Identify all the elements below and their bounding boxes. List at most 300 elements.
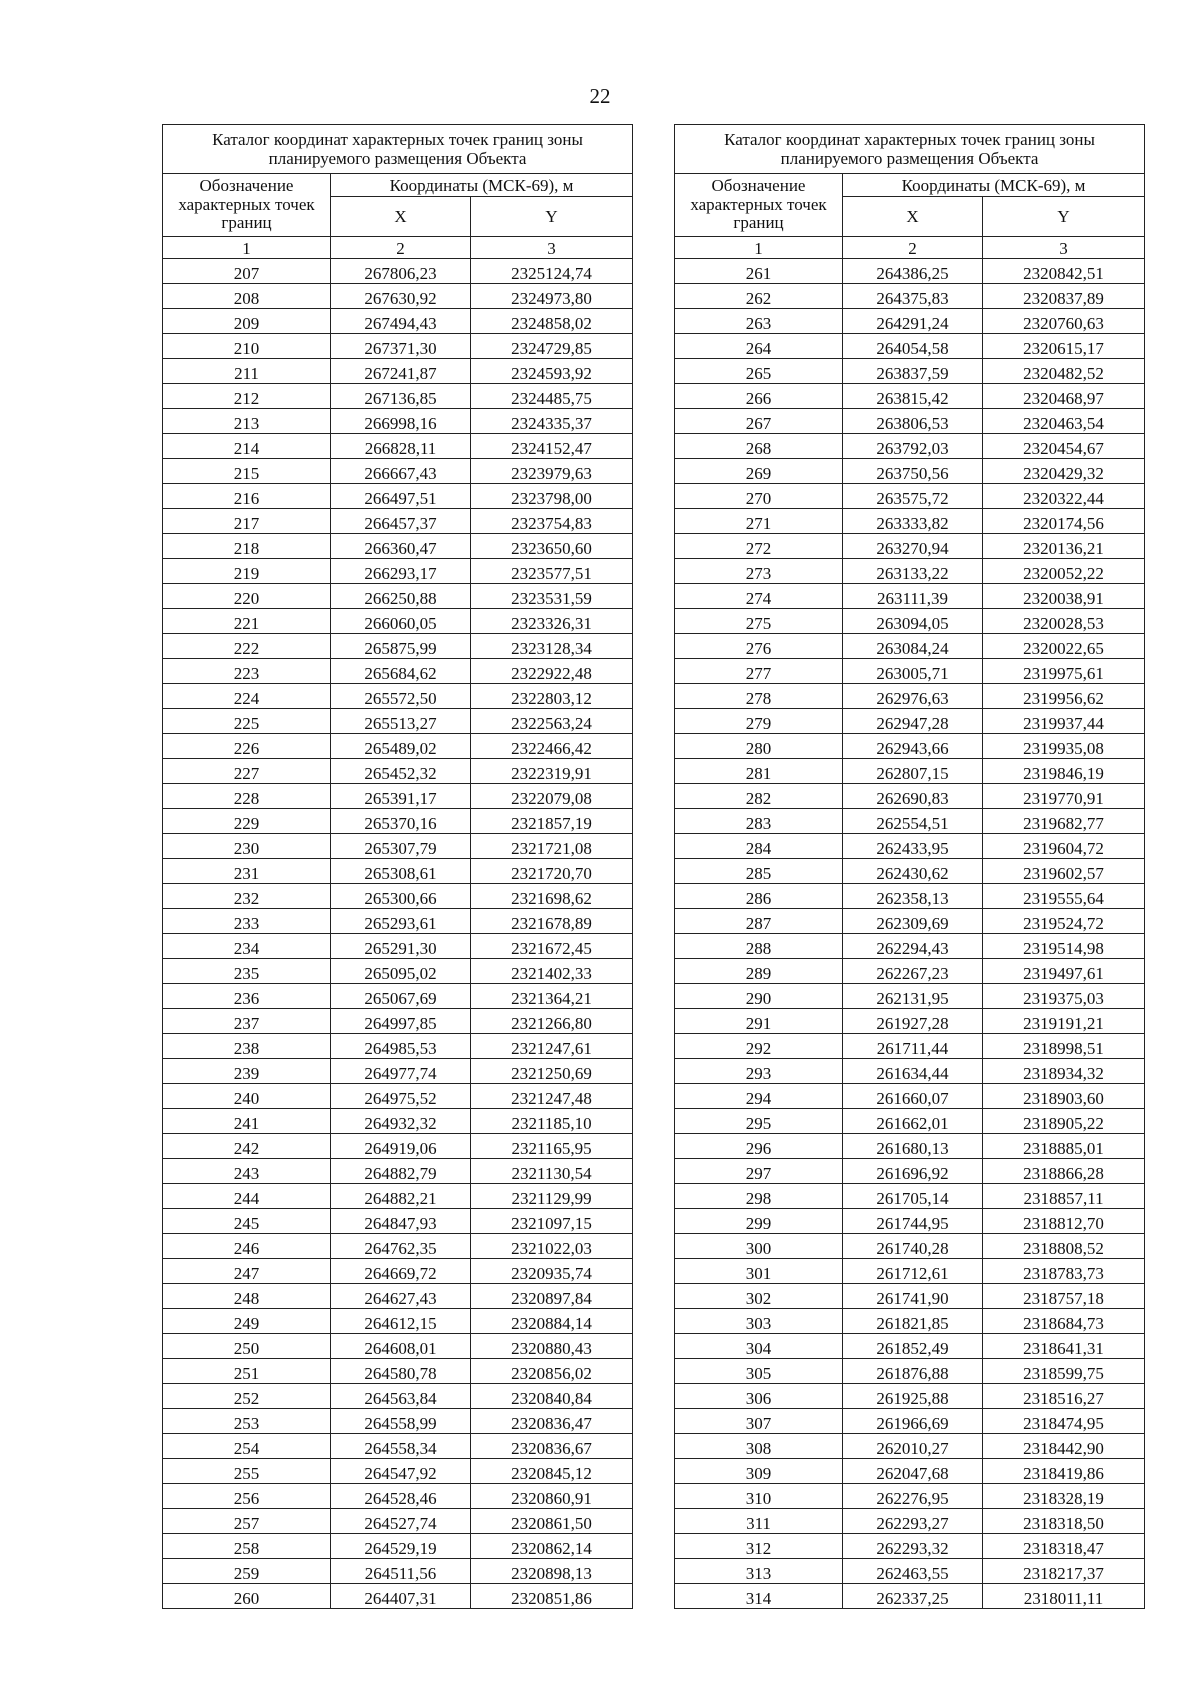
y-coordinate-cell: 2319497,61 <box>983 959 1145 984</box>
table-row <box>675 784 1145 809</box>
y-coordinate-cell: 2323798,00 <box>471 484 633 509</box>
x-coordinate-cell: 265452,32 <box>331 759 471 784</box>
y-coordinate-cell: 2320862,14 <box>471 1534 633 1559</box>
x-coordinate-cell: 261634,44 <box>843 1059 983 1084</box>
table-row <box>163 734 633 759</box>
y-coordinate-cell: 2318885,01 <box>983 1134 1145 1159</box>
column-index: 3 <box>471 237 633 259</box>
table-row <box>163 1284 633 1309</box>
y-coordinate-cell: 2319524,72 <box>983 909 1145 934</box>
table-row <box>163 434 633 459</box>
x-coordinate-cell: 261712,61 <box>843 1259 983 1284</box>
y-coordinate-cell: 2320482,52 <box>983 359 1145 384</box>
table-row <box>675 884 1145 909</box>
table-row <box>163 959 633 984</box>
table-row <box>163 759 633 784</box>
table-row <box>163 1359 633 1384</box>
y-coordinate-cell: 2318442,90 <box>983 1434 1145 1459</box>
point-id-cell: 254 <box>163 1434 331 1459</box>
x-coordinate-cell: 264919,06 <box>331 1134 471 1159</box>
x-coordinate-cell: 264669,72 <box>331 1259 471 1284</box>
point-id-cell: 263 <box>675 309 843 334</box>
x-coordinate-cell: 262976,63 <box>843 684 983 709</box>
point-id-cell: 304 <box>675 1334 843 1359</box>
point-id-cell: 311 <box>675 1509 843 1534</box>
y-coordinate-cell: 2318599,75 <box>983 1359 1145 1384</box>
table-row <box>163 459 633 484</box>
x-coordinate-cell: 261741,90 <box>843 1284 983 1309</box>
coordinates-column-header: Координаты (МСК-69), м <box>331 174 633 197</box>
y-coordinate-cell: 2320136,21 <box>983 534 1145 559</box>
x-coordinate-cell: 264407,31 <box>331 1584 471 1609</box>
point-id-cell: 312 <box>675 1534 843 1559</box>
table-row <box>675 309 1145 334</box>
point-id-cell: 268 <box>675 434 843 459</box>
y-coordinate-cell: 2320322,44 <box>983 484 1145 509</box>
table-row <box>675 1484 1145 1509</box>
point-id-cell: 269 <box>675 459 843 484</box>
table-row <box>675 1259 1145 1284</box>
point-id-cell: 244 <box>163 1184 331 1209</box>
x-coordinate-cell: 262430,62 <box>843 859 983 884</box>
table-row <box>675 1034 1145 1059</box>
point-id-cell: 274 <box>675 584 843 609</box>
point-id-cell: 219 <box>163 559 331 584</box>
point-id-cell: 228 <box>163 784 331 809</box>
y-coordinate-cell: 2324858,02 <box>471 309 633 334</box>
table-row <box>163 859 633 884</box>
table-row <box>675 584 1145 609</box>
x-coordinate-cell: 265489,02 <box>331 734 471 759</box>
x-coordinate-cell: 264528,46 <box>331 1484 471 1509</box>
x-coordinate-cell: 264847,93 <box>331 1209 471 1234</box>
table-row <box>163 534 633 559</box>
y-coordinate-cell: 2322319,91 <box>471 759 633 784</box>
y-coordinate-cell: 2321097,15 <box>471 1209 633 1234</box>
x-coordinate-cell: 264563,84 <box>331 1384 471 1409</box>
point-id-cell: 271 <box>675 509 843 534</box>
y-coordinate-cell: 2321266,80 <box>471 1009 633 1034</box>
x-coordinate-cell: 262309,69 <box>843 909 983 934</box>
x-coordinate-cell: 263750,56 <box>843 459 983 484</box>
y-coordinate-cell: 2320836,47 <box>471 1409 633 1434</box>
page-number: 22 <box>589 84 611 108</box>
x-coordinate-cell: 261711,44 <box>843 1034 983 1059</box>
y-coordinate-cell: 2319602,57 <box>983 859 1145 884</box>
y-coordinate-cell: 2319770,91 <box>983 784 1145 809</box>
point-id-cell: 210 <box>163 334 331 359</box>
y-coordinate-cell: 2322803,12 <box>471 684 633 709</box>
table-row <box>675 859 1145 884</box>
x-coordinate-cell: 264882,79 <box>331 1159 471 1184</box>
point-id-cell: 230 <box>163 834 331 859</box>
y-coordinate-cell: 2321129,99 <box>471 1184 633 1209</box>
y-coordinate-cell: 2320837,89 <box>983 284 1145 309</box>
x-coordinate-cell: 264558,34 <box>331 1434 471 1459</box>
table-row <box>675 1359 1145 1384</box>
x-coordinate-cell: 264386,25 <box>843 259 983 284</box>
table-row <box>675 1434 1145 1459</box>
table-row <box>163 684 633 709</box>
y-coordinate-cell: 2319846,19 <box>983 759 1145 784</box>
table-row <box>163 1109 633 1134</box>
x-coordinate-cell: 262276,95 <box>843 1484 983 1509</box>
x-coordinate-cell: 267241,87 <box>331 359 471 384</box>
y-column-header: Y <box>983 197 1145 237</box>
y-coordinate-cell: 2319937,44 <box>983 709 1145 734</box>
x-coordinate-cell: 261680,13 <box>843 1134 983 1159</box>
x-column-header: X <box>843 197 983 237</box>
point-id-cell: 264 <box>675 334 843 359</box>
y-coordinate-cell: 2318011,11 <box>983 1584 1145 1609</box>
y-coordinate-cell: 2318783,73 <box>983 1259 1145 1284</box>
point-id-cell: 214 <box>163 434 331 459</box>
x-coordinate-cell: 261927,28 <box>843 1009 983 1034</box>
table-row <box>163 1259 633 1284</box>
point-id-cell: 276 <box>675 634 843 659</box>
table-row <box>163 284 633 309</box>
x-coordinate-cell: 262358,13 <box>843 884 983 909</box>
table-row <box>163 1234 633 1259</box>
y-coordinate-cell: 2318757,18 <box>983 1284 1145 1309</box>
table-row <box>675 1159 1145 1184</box>
point-id-cell: 255 <box>163 1459 331 1484</box>
x-coordinate-cell: 262047,68 <box>843 1459 983 1484</box>
x-coordinate-cell: 266667,43 <box>331 459 471 484</box>
x-coordinate-cell: 266497,51 <box>331 484 471 509</box>
x-coordinate-cell: 266293,17 <box>331 559 471 584</box>
point-id-cell: 231 <box>163 859 331 884</box>
point-id-cell: 250 <box>163 1334 331 1359</box>
table-row <box>675 659 1145 684</box>
point-id-cell: 239 <box>163 1059 331 1084</box>
table-row <box>163 1309 633 1334</box>
x-coordinate-cell: 262433,95 <box>843 834 983 859</box>
point-column-header: Обозначение характерных точек границ <box>675 174 843 237</box>
y-coordinate-cell: 2318998,51 <box>983 1034 1145 1059</box>
y-coordinate-cell: 2323128,34 <box>471 634 633 659</box>
point-id-cell: 266 <box>675 384 843 409</box>
y-coordinate-cell: 2322079,08 <box>471 784 633 809</box>
point-id-cell: 256 <box>163 1484 331 1509</box>
table-row <box>163 1534 633 1559</box>
x-coordinate-cell: 267494,43 <box>331 309 471 334</box>
y-coordinate-cell: 2319935,08 <box>983 734 1145 759</box>
x-coordinate-cell: 265067,69 <box>331 984 471 1009</box>
table-row <box>675 259 1145 284</box>
x-coordinate-cell: 263806,53 <box>843 409 983 434</box>
y-coordinate-cell: 2321402,33 <box>471 959 633 984</box>
point-id-cell: 262 <box>675 284 843 309</box>
point-id-cell: 308 <box>675 1434 843 1459</box>
y-coordinate-cell: 2320760,63 <box>983 309 1145 334</box>
table-row <box>163 984 633 1009</box>
table-row <box>675 1559 1145 1584</box>
x-coordinate-cell: 263270,94 <box>843 534 983 559</box>
y-coordinate-cell: 2318903,60 <box>983 1084 1145 1109</box>
x-coordinate-cell: 264977,74 <box>331 1059 471 1084</box>
y-coordinate-cell: 2318905,22 <box>983 1109 1145 1134</box>
y-coordinate-cell: 2325124,74 <box>471 259 633 284</box>
y-coordinate-cell: 2324335,37 <box>471 409 633 434</box>
x-coordinate-cell: 265293,61 <box>331 909 471 934</box>
point-id-cell: 270 <box>675 484 843 509</box>
x-coordinate-cell: 261662,01 <box>843 1109 983 1134</box>
x-coordinate-cell: 261821,85 <box>843 1309 983 1334</box>
table-row <box>163 709 633 734</box>
y-coordinate-cell: 2318684,73 <box>983 1309 1145 1334</box>
point-id-cell: 209 <box>163 309 331 334</box>
point-id-cell: 232 <box>163 884 331 909</box>
x-column-header: X <box>331 197 471 237</box>
x-coordinate-cell: 261705,14 <box>843 1184 983 1209</box>
table-row <box>163 884 633 909</box>
x-coordinate-cell: 264997,85 <box>331 1009 471 1034</box>
y-coordinate-cell: 2323577,51 <box>471 559 633 584</box>
y-coordinate-cell: 2320038,91 <box>983 584 1145 609</box>
point-id-cell: 306 <box>675 1384 843 1409</box>
point-id-cell: 251 <box>163 1359 331 1384</box>
table-row <box>675 359 1145 384</box>
point-id-cell: 297 <box>675 1159 843 1184</box>
y-coordinate-cell: 2324729,85 <box>471 334 633 359</box>
point-id-cell: 292 <box>675 1034 843 1059</box>
x-coordinate-cell: 264375,83 <box>843 284 983 309</box>
x-coordinate-cell: 264580,78 <box>331 1359 471 1384</box>
table-row <box>675 934 1145 959</box>
table-row <box>163 834 633 859</box>
x-coordinate-cell: 263111,39 <box>843 584 983 609</box>
table-row <box>675 334 1145 359</box>
table-row <box>675 1234 1145 1259</box>
point-id-cell: 218 <box>163 534 331 559</box>
x-coordinate-cell: 264985,53 <box>331 1034 471 1059</box>
table-body <box>163 259 633 1609</box>
x-coordinate-cell: 267371,30 <box>331 334 471 359</box>
point-id-cell: 301 <box>675 1259 843 1284</box>
y-coordinate-cell: 2320022,65 <box>983 634 1145 659</box>
y-coordinate-cell: 2322922,48 <box>471 659 633 684</box>
point-id-cell: 286 <box>675 884 843 909</box>
y-coordinate-cell: 2320463,54 <box>983 409 1145 434</box>
column-index: 1 <box>163 237 331 259</box>
table-title: Каталог координат характерных точек границ зоны планируемого размещения Объекта <box>675 125 1145 174</box>
y-coordinate-cell: 2318318,47 <box>983 1534 1145 1559</box>
y-coordinate-cell: 2321698,62 <box>471 884 633 909</box>
table-row <box>163 559 633 584</box>
x-coordinate-cell: 261744,95 <box>843 1209 983 1234</box>
y-coordinate-cell: 2320851,86 <box>471 1584 633 1609</box>
y-coordinate-cell: 2320898,13 <box>471 1559 633 1584</box>
table-row <box>675 1509 1145 1534</box>
x-coordinate-cell: 262337,25 <box>843 1584 983 1609</box>
x-coordinate-cell: 267630,92 <box>331 284 471 309</box>
table-row <box>675 1084 1145 1109</box>
point-id-cell: 296 <box>675 1134 843 1159</box>
point-id-cell: 222 <box>163 634 331 659</box>
point-id-cell: 208 <box>163 284 331 309</box>
column-index: 2 <box>331 237 471 259</box>
point-id-cell: 243 <box>163 1159 331 1184</box>
table-row <box>675 559 1145 584</box>
x-coordinate-cell: 263815,42 <box>843 384 983 409</box>
y-coordinate-cell: 2324593,92 <box>471 359 633 384</box>
point-id-cell: 305 <box>675 1359 843 1384</box>
x-coordinate-cell: 262947,28 <box>843 709 983 734</box>
y-coordinate-cell: 2322466,42 <box>471 734 633 759</box>
table-row <box>163 934 633 959</box>
point-id-cell: 259 <box>163 1559 331 1584</box>
y-coordinate-cell: 2320174,56 <box>983 509 1145 534</box>
x-coordinate-cell: 265370,16 <box>331 809 471 834</box>
y-coordinate-cell: 2321857,19 <box>471 809 633 834</box>
y-coordinate-cell: 2320052,22 <box>983 559 1145 584</box>
point-id-cell: 290 <box>675 984 843 1009</box>
coordinates-table-right <box>674 124 1145 1609</box>
x-coordinate-cell: 262690,83 <box>843 784 983 809</box>
table-row <box>675 459 1145 484</box>
x-coordinate-cell: 264975,52 <box>331 1084 471 1109</box>
point-id-cell: 235 <box>163 959 331 984</box>
y-coordinate-cell: 2318812,70 <box>983 1209 1145 1234</box>
point-id-cell: 241 <box>163 1109 331 1134</box>
table-row <box>675 634 1145 659</box>
point-id-cell: 294 <box>675 1084 843 1109</box>
y-coordinate-cell: 2320860,91 <box>471 1484 633 1509</box>
point-id-cell: 238 <box>163 1034 331 1059</box>
x-coordinate-cell: 263333,82 <box>843 509 983 534</box>
table-row <box>675 1284 1145 1309</box>
point-id-cell: 272 <box>675 534 843 559</box>
x-coordinate-cell: 267136,85 <box>331 384 471 409</box>
table-row <box>675 1334 1145 1359</box>
x-coordinate-cell: 261740,28 <box>843 1234 983 1259</box>
table-row <box>675 734 1145 759</box>
x-coordinate-cell: 264882,21 <box>331 1184 471 1209</box>
table-row <box>675 1134 1145 1159</box>
column-index: 3 <box>983 237 1145 259</box>
point-id-cell: 288 <box>675 934 843 959</box>
point-id-cell: 295 <box>675 1109 843 1134</box>
x-coordinate-cell: 262293,27 <box>843 1509 983 1534</box>
table-title: Каталог координат характерных точек границ зоны планируемого размещения Объекта <box>163 125 633 174</box>
table-row <box>675 909 1145 934</box>
y-coordinate-cell: 2321678,89 <box>471 909 633 934</box>
table-row <box>163 809 633 834</box>
point-id-cell: 246 <box>163 1234 331 1259</box>
point-id-cell: 221 <box>163 609 331 634</box>
point-id-cell: 245 <box>163 1209 331 1234</box>
x-coordinate-cell: 262463,55 <box>843 1559 983 1584</box>
y-coordinate-cell: 2323326,31 <box>471 609 633 634</box>
y-coordinate-cell: 2319555,64 <box>983 884 1145 909</box>
x-coordinate-cell: 262294,43 <box>843 934 983 959</box>
x-coordinate-cell: 263084,24 <box>843 634 983 659</box>
y-coordinate-cell: 2318419,86 <box>983 1459 1145 1484</box>
x-coordinate-cell: 264547,92 <box>331 1459 471 1484</box>
table-row <box>163 1009 633 1034</box>
point-id-cell: 212 <box>163 384 331 409</box>
table-row <box>163 609 633 634</box>
table-row <box>675 1009 1145 1034</box>
x-coordinate-cell: 265684,62 <box>331 659 471 684</box>
point-id-cell: 211 <box>163 359 331 384</box>
x-coordinate-cell: 262554,51 <box>843 809 983 834</box>
y-coordinate-cell: 2320429,32 <box>983 459 1145 484</box>
x-coordinate-cell: 265300,66 <box>331 884 471 909</box>
y-coordinate-cell: 2319604,72 <box>983 834 1145 859</box>
point-id-cell: 267 <box>675 409 843 434</box>
table-row <box>163 1434 633 1459</box>
y-coordinate-cell: 2320935,74 <box>471 1259 633 1284</box>
table-row <box>163 484 633 509</box>
y-coordinate-cell: 2318328,19 <box>983 1484 1145 1509</box>
y-coordinate-cell: 2321364,21 <box>471 984 633 1009</box>
table-row <box>675 959 1145 984</box>
point-id-cell: 253 <box>163 1409 331 1434</box>
table-row <box>675 1309 1145 1334</box>
y-coordinate-cell: 2324485,75 <box>471 384 633 409</box>
table-row <box>675 984 1145 1009</box>
table-row <box>675 434 1145 459</box>
x-coordinate-cell: 261876,88 <box>843 1359 983 1384</box>
x-coordinate-cell: 264627,43 <box>331 1284 471 1309</box>
table-row <box>163 334 633 359</box>
y-coordinate-cell: 2320615,17 <box>983 334 1145 359</box>
table-row <box>675 409 1145 434</box>
table-row <box>163 784 633 809</box>
y-coordinate-cell: 2318217,37 <box>983 1559 1145 1584</box>
point-id-cell: 313 <box>675 1559 843 1584</box>
table-body <box>675 259 1145 1609</box>
coordinates-column-header: Координаты (МСК-69), м <box>843 174 1145 197</box>
x-coordinate-cell: 267806,23 <box>331 259 471 284</box>
y-coordinate-cell: 2318934,32 <box>983 1059 1145 1084</box>
table-row <box>163 1584 633 1609</box>
table-row <box>163 259 633 284</box>
y-coordinate-cell: 2323979,63 <box>471 459 633 484</box>
y-coordinate-cell: 2323531,59 <box>471 584 633 609</box>
x-coordinate-cell: 261852,49 <box>843 1334 983 1359</box>
x-coordinate-cell: 261660,07 <box>843 1084 983 1109</box>
table-row <box>163 1509 633 1534</box>
table-row <box>163 634 633 659</box>
table-row <box>675 1534 1145 1559</box>
table-row <box>675 1109 1145 1134</box>
y-coordinate-cell: 2321250,69 <box>471 1059 633 1084</box>
column-index: 2 <box>843 237 983 259</box>
table-row <box>163 1384 633 1409</box>
point-id-cell: 280 <box>675 734 843 759</box>
y-coordinate-cell: 2321130,54 <box>471 1159 633 1184</box>
x-coordinate-cell: 266998,16 <box>331 409 471 434</box>
coordinates-table-left <box>162 124 633 1609</box>
y-coordinate-cell: 2318474,95 <box>983 1409 1145 1434</box>
point-id-cell: 224 <box>163 684 331 709</box>
x-coordinate-cell: 263094,05 <box>843 609 983 634</box>
x-coordinate-cell: 264529,19 <box>331 1534 471 1559</box>
table-row <box>163 1059 633 1084</box>
point-id-cell: 248 <box>163 1284 331 1309</box>
y-coordinate-cell: 2318866,28 <box>983 1159 1145 1184</box>
y-coordinate-cell: 2321672,45 <box>471 934 633 959</box>
y-coordinate-cell: 2319191,21 <box>983 1009 1145 1034</box>
table-row <box>675 709 1145 734</box>
x-coordinate-cell: 264762,35 <box>331 1234 471 1259</box>
x-coordinate-cell: 266457,37 <box>331 509 471 534</box>
table-row <box>163 1084 633 1109</box>
y-coordinate-cell: 2321165,95 <box>471 1134 633 1159</box>
